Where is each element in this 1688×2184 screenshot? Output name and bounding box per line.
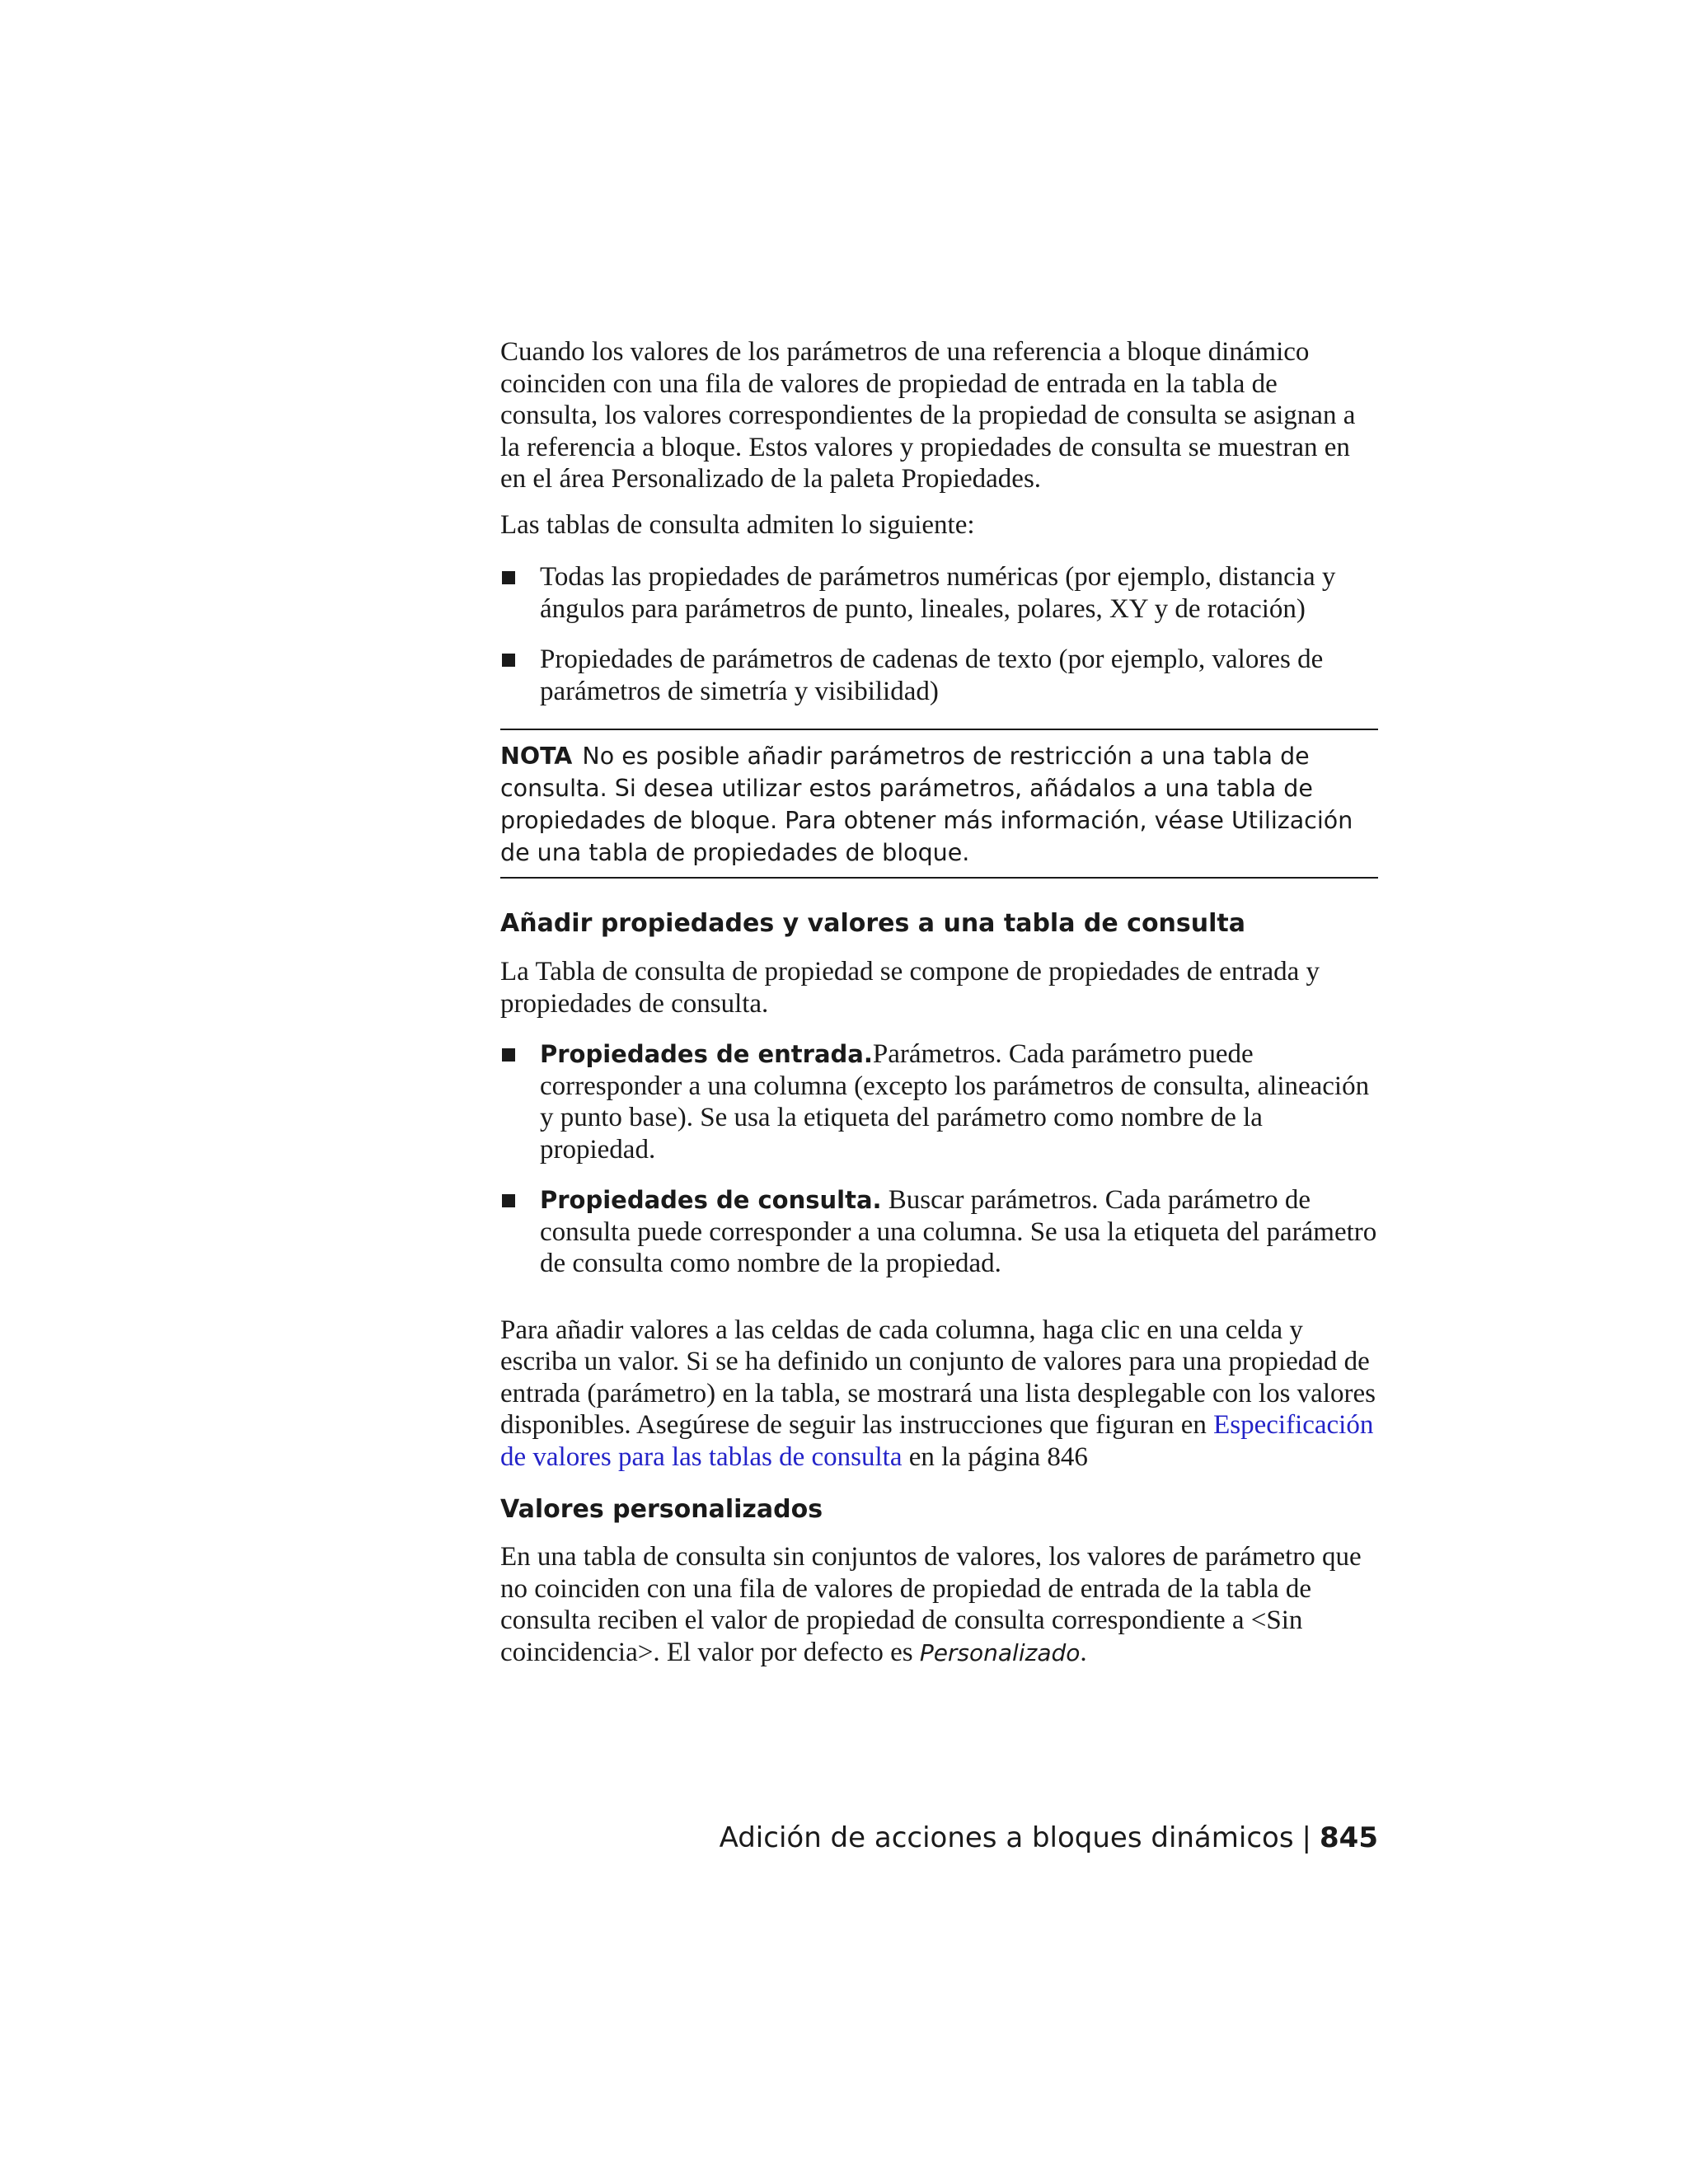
after-link-text: en la página 846 (902, 1441, 1088, 1472)
list-item-text: Todas las propiedades de parámetros numéricas (por ejemplo, distancia y ángulos para parámetros de punto, lineales, polares, XY y de rotación) (540, 562, 1336, 624)
bullet-square-icon (502, 571, 515, 584)
section-heading: Añadir propiedades y valores a una tabla de consulta (500, 909, 1245, 938)
closing-text: Para añadir valores a las celdas de cada columna, haga clic en una celda y escriba un valor. Si se ha definido un conjunto de valores para una propiedad de entrada (parámetro) en la tabla, se mostrará una lista desplegable con los valores disponibles. Asegúrese de seguir las instrucciones que figuran en (500, 1315, 1376, 1440)
section-closing-paragraph (500, 1315, 1378, 1474)
properties-list (500, 1038, 1378, 1280)
note-box (500, 729, 1378, 879)
intro-lead-paragraph: Las tablas de consulta admiten lo siguiente: (500, 509, 975, 540)
bullet-square-icon (502, 654, 515, 667)
section-heading: Valores personalizados (500, 1495, 823, 1524)
list-item-text: Propiedades de parámetros de cadenas de texto (por ejemplo, valores de parámetros de simetría y visibilidad) (540, 644, 1324, 706)
paragraph-main-text: En una tabla de consulta sin conjuntos de valores, los valores de parámetro que no coinciden con una fila de valores de propiedad de entrada de la tabla de consulta reciben el valor de propiedad de consulta correspondiente a <Sin coincidencia>. El valor por defecto es (500, 1542, 1362, 1667)
page-footer (720, 1821, 1378, 1854)
term-description: Buscar parámetros. Cada parámetro de consulta puede corresponder a una columna. Se usa la etiqueta del parámetro de consulta como nombre de la propiedad. (540, 1185, 1377, 1278)
note-text: No es posible añadir parámetros de restricción a una tabla de consulta. Si desea utilizar estos parámetros, añádalos a una tabla de propiedades de bloque. Para obtener más información, véase Utilización de una tabla de propiedades de bloque. (500, 743, 1353, 866)
note-label: NOTA (500, 743, 573, 770)
page-content (500, 336, 1378, 1669)
term-description: Parámetros. Cada parámetro puede corresponder a una columna (excepto los parámetros de consulta, alineación y punto base). Se usa la etiqueta del parámetro como nombre de la propiedad. (540, 1039, 1370, 1165)
page-number: 845 (1320, 1821, 1378, 1854)
term-label: Propiedades de consulta. (540, 1186, 882, 1214)
paragraph-end-text: . (1080, 1637, 1087, 1667)
list-item (500, 1038, 1378, 1165)
default-value-text: Personalizado (919, 1638, 1081, 1666)
cross-reference-link[interactable]: Especificación de valores para las tablas de consulta (500, 1410, 1374, 1472)
chapter-title: Adición de acciones a bloques dinámicos (719, 1821, 1294, 1854)
section-paragraph: La Tabla de consulta de propiedad se compone de propiedades de entrada y propiedades de consulta. (500, 957, 1320, 1019)
term-label: Propiedades de entrada. (540, 1040, 873, 1068)
footer-separator: | (1301, 1821, 1312, 1854)
list-item (500, 1184, 1378, 1280)
bullet-square-icon (502, 1048, 515, 1062)
supported-list (500, 561, 1378, 707)
intro-paragraph: Cuando los valores de los parámetros de una referencia a bloque dinámico coinciden con una fila de valores de propiedad de entrada en la tabla de consulta, los valores correspondientes de la propiedad de consulta se asignan a la referencia a bloque. Estos valores y propiedades de consulta se muestran en en el área Personalizado de la paleta Propiedades. (500, 337, 1356, 494)
bullet-square-icon (502, 1194, 515, 1207)
list-item (500, 561, 1378, 625)
section-paragraph (500, 1541, 1378, 1669)
list-item (500, 644, 1378, 707)
